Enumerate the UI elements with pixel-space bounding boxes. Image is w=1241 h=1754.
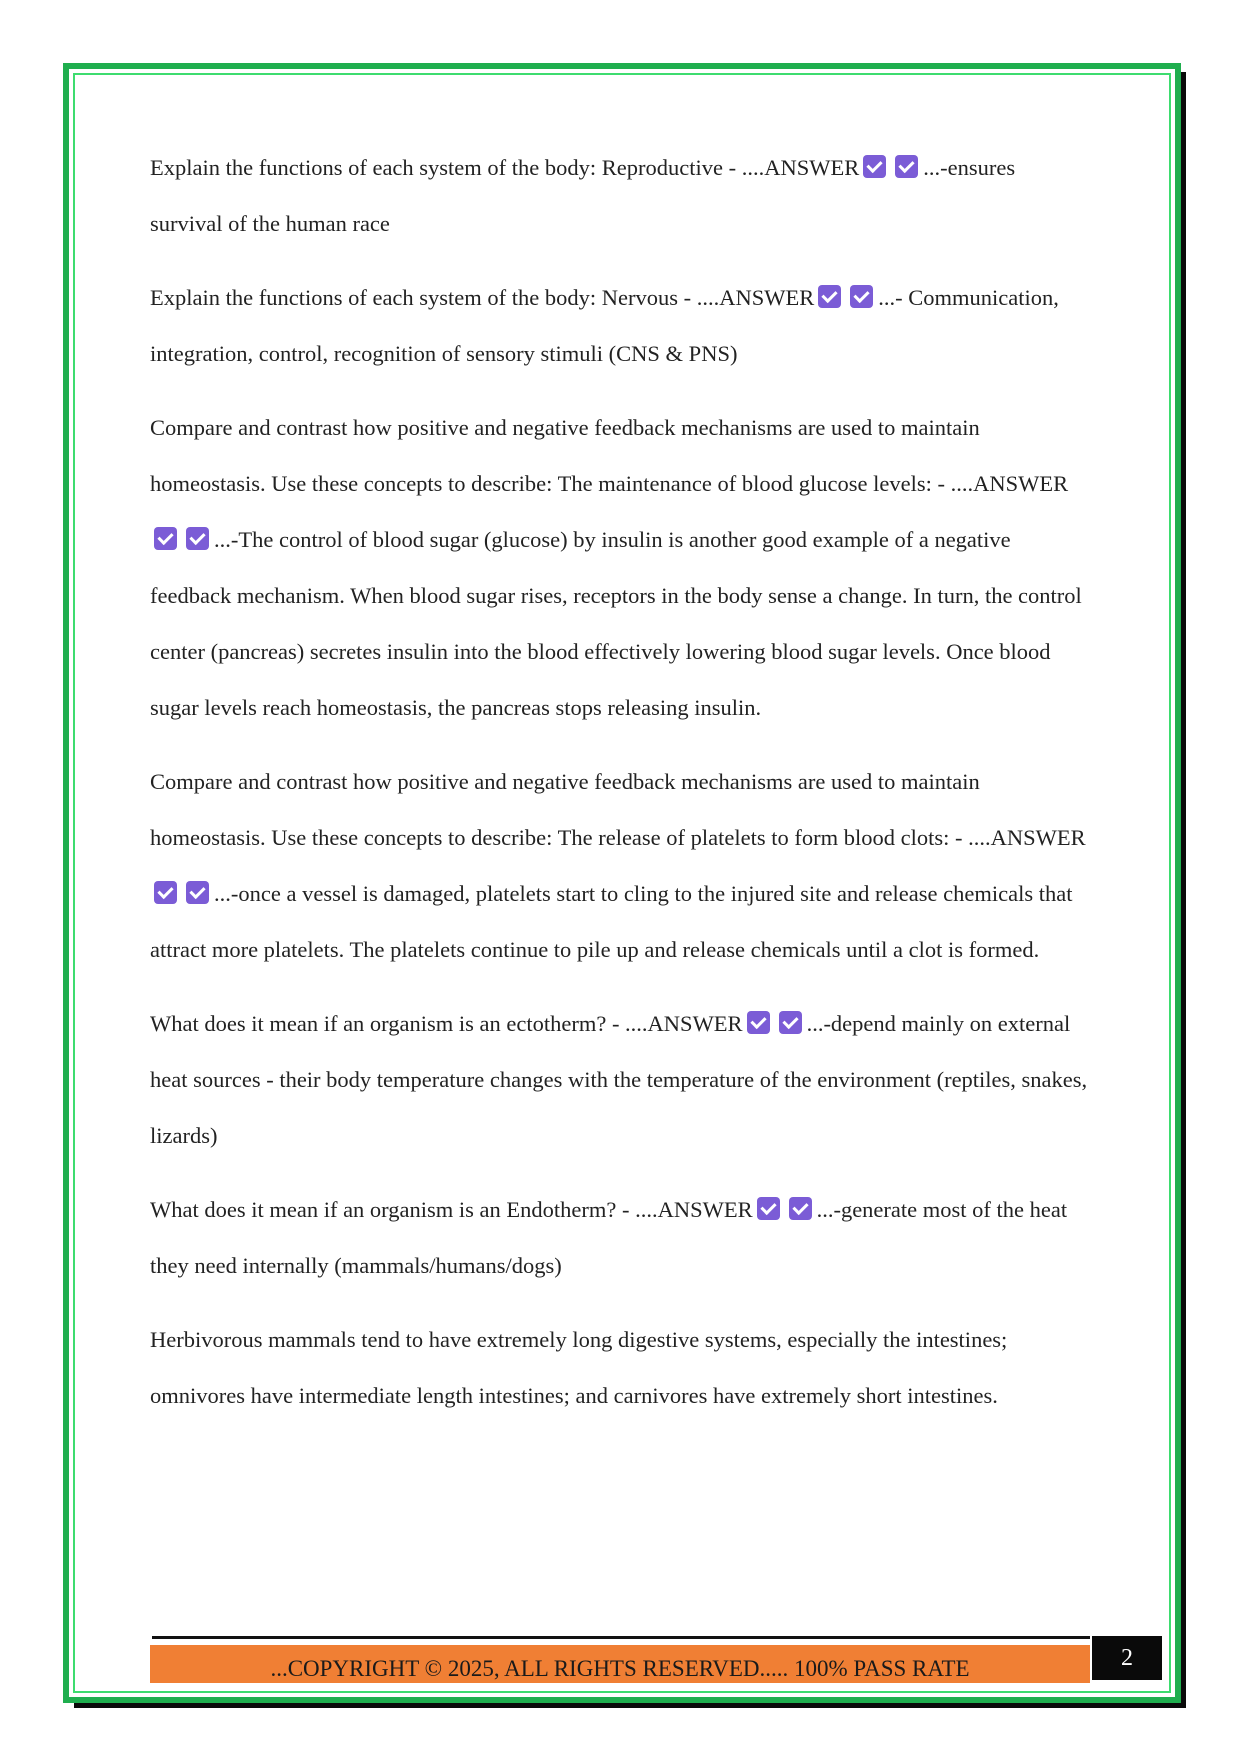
check-box-icon: [757, 1197, 780, 1220]
check-box-icon: [747, 1011, 770, 1034]
page-number: 2: [1092, 1636, 1162, 1680]
qa-item: [150, 400, 1090, 736]
footer-divider: [152, 1636, 1090, 1639]
answer-text: ...- Communication, integration, control, recognition of sensory stimuli (CNS & PNS): [150, 285, 1059, 366]
question-text: What does it mean if an organism is an Endotherm? - ....ANSWER: [150, 1197, 753, 1222]
check-box-icon: [863, 155, 886, 178]
qa-item: [150, 754, 1090, 978]
check-box-icon: [154, 527, 177, 550]
check-box-icon: [789, 1197, 812, 1220]
question-text: Explain the functions of each system of the body: Reproductive - ....ANSWER: [150, 155, 860, 180]
qa-item: [150, 270, 1090, 382]
check-box-icon: [779, 1011, 802, 1034]
answer-text: ...-once a vessel is damaged, platelets start to cling to the injured site and release chemicals that attract more platelets. The platelets continue to pile up and release chemicals until a clot is formed.: [150, 881, 1073, 962]
qa-item: [150, 140, 1090, 252]
answer-text: ...-generate most of the heat they need internally (mammals/humans/dogs): [150, 1197, 1068, 1278]
question-text: Compare and contrast how positive and negative feedback mechanisms are used to maintain homeostasis. Use these concepts to describe: The release of platelets to form blood clots: - ....ANSWER: [150, 769, 1086, 850]
question-text: Compare and contrast how positive and negative feedback mechanisms are used to maintain homeostasis. Use these concepts to describe: The maintenance of blood glucose levels: - ....ANSWER: [150, 415, 1069, 496]
check-box-icon: [895, 155, 918, 178]
document-body: [150, 140, 1090, 1442]
answer-text: ...-depend mainly on external heat sources - their body temperature changes with the temperature of the environment (reptiles, snakes, lizards): [150, 1011, 1088, 1148]
qa-item: [150, 996, 1090, 1164]
question-text: What does it mean if an organism is an ectotherm? - ....ANSWER: [150, 1011, 743, 1036]
check-box-icon: [154, 881, 177, 904]
closing-paragraph: Herbivorous mammals tend to have extremely long digestive systems, especially the intestines; omnivores have intermediate length intestines; and carnivores have extremely short intestines.: [150, 1327, 1008, 1408]
qa-item: [150, 1182, 1090, 1294]
check-box-icon: [186, 527, 209, 550]
answer-text: ...-The control of blood sugar (glucose) by insulin is another good example of a negative feedback mechanism. When blood sugar rises, receptors in the body sense a change. In turn, the control center (pancreas) secretes insulin into the blood effectively lowering blood sugar levels. Once blood sugar levels reach homeostasis, the pancreas stops releasing insulin.: [150, 527, 1082, 720]
check-box-icon: [818, 285, 841, 308]
check-box-icon: [850, 285, 873, 308]
check-box-icon: [186, 881, 209, 904]
question-text: Explain the functions of each system of the body: Nervous - ....ANSWER: [150, 285, 815, 310]
copyright-banner: ...COPYRIGHT © 2025, ALL RIGHTS RESERVED..... 100% PASS RATE: [150, 1645, 1090, 1683]
answer-text: ...-ensures survival of the human race: [150, 155, 1016, 236]
